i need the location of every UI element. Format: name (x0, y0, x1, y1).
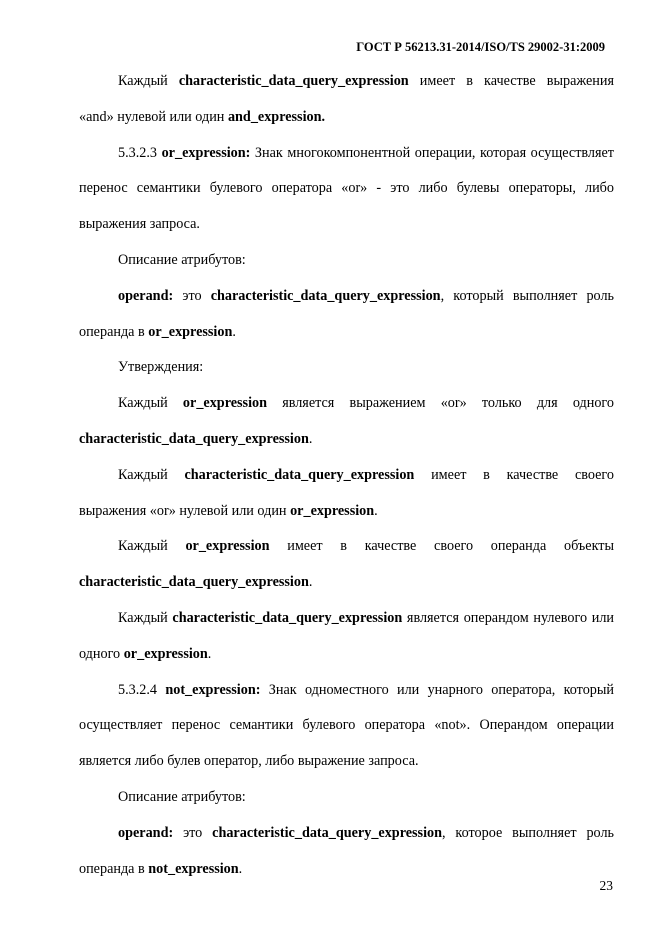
page-number: 23 (599, 878, 613, 893)
paragraph-operand-or (79, 279, 614, 351)
term-or-expression: or_expression: (161, 144, 251, 161)
term-characteristic-data-query-expression: characteristic_data_query_expression (79, 430, 309, 447)
term-or-expression: or_expression (123, 645, 208, 662)
term-characteristic-data-query-expression: characteristic_data_query_expression (210, 287, 441, 304)
term-characteristic-data-query-expression: characteristic_data_query_expression (212, 824, 442, 841)
text-run: это (173, 824, 213, 841)
term-characteristic-data-query-expression: characteristic_data_query_expression (184, 466, 415, 483)
text-run: имеет в качестве своего операнда объекты (269, 538, 615, 555)
text-run: . (232, 323, 236, 340)
section-number: 5.3.2.3 (118, 144, 162, 161)
term-characteristic-data-query-expression: characteristic_data_query_expression (79, 574, 309, 591)
text-run: . (207, 645, 212, 662)
text-run: . (308, 574, 313, 591)
document-body (79, 64, 614, 887)
text-run: имеет в качестве своего выражения «or» нулевой или один (79, 466, 614, 519)
paragraph-operand-not (79, 816, 614, 888)
section-5-3-2-3-or-expression (79, 136, 614, 243)
paragraph-assertion-1 (79, 386, 614, 458)
text-run: . (374, 502, 378, 519)
text-run: является выражением «or» только для одного (267, 395, 614, 412)
term-or-expression: or_expression (182, 395, 267, 412)
text-run: Знак многокомпонентной операции, которая осуществляет перенос семантики булевого оператора «or» - это либо булевы операторы, либо выражения запроса. (79, 144, 615, 233)
text-run: является операндом нулевого или одного (79, 609, 614, 662)
paragraph-assertion-4 (79, 601, 614, 673)
term-not-expression: not_expression (148, 860, 239, 877)
section-5-3-2-4-not-expression (79, 673, 614, 780)
term-and-expression: and_expression. (227, 108, 326, 125)
text-run: Каждый (118, 395, 183, 412)
text-run: Каждый (118, 609, 173, 626)
document-header: ГОСТ Р 56213.31-2014/ISO/TS 29002-31:2009 (356, 40, 605, 54)
paragraph-assertion-2 (79, 458, 614, 530)
text-run: , которое выполняет роль операнда в (79, 824, 614, 877)
attributes-heading-2 (79, 780, 614, 816)
paragraph-and-expression-assertion (79, 64, 614, 136)
text-run: Описание атрибутов: (118, 251, 246, 268)
term-operand: operand: (118, 824, 174, 841)
term-operand: operand: (118, 287, 174, 304)
paragraph-assertion-3 (79, 529, 614, 601)
text-run: Описание атрибутов: (118, 788, 246, 805)
text-run: Утверждения: (118, 359, 204, 376)
term-not-expression: not_expression: (165, 681, 261, 698)
text-run: Каждый (118, 466, 185, 483)
section-number: 5.3.2.4 (118, 681, 166, 698)
term-or-expression: or_expression (290, 502, 375, 519)
text-run: , который выполняет роль операнда в (79, 287, 614, 340)
term-or-expression: or_expression (185, 538, 270, 555)
text-run: . (238, 860, 243, 877)
text-run: Знак одноместного или унарного оператора, который осуществляет перенос семантики булевого оператора «not». Операндом операции является либо булев оператор, либо выражение запроса. (79, 681, 615, 770)
text-run: Каждый (118, 73, 179, 89)
attributes-heading (79, 243, 614, 279)
term-characteristic-data-query-expression: characteristic_data_query_expression (178, 73, 409, 89)
text-run: имеет в качестве выражения «and» нулевой или один (79, 73, 614, 125)
text-run: Каждый (118, 538, 186, 555)
text-run: это (173, 287, 211, 304)
text-run: . (308, 430, 313, 447)
assertions-heading (79, 350, 614, 386)
term-characteristic-data-query-expression: characteristic_data_query_expression (172, 609, 403, 626)
term-or-expression: or_expression (148, 323, 233, 340)
